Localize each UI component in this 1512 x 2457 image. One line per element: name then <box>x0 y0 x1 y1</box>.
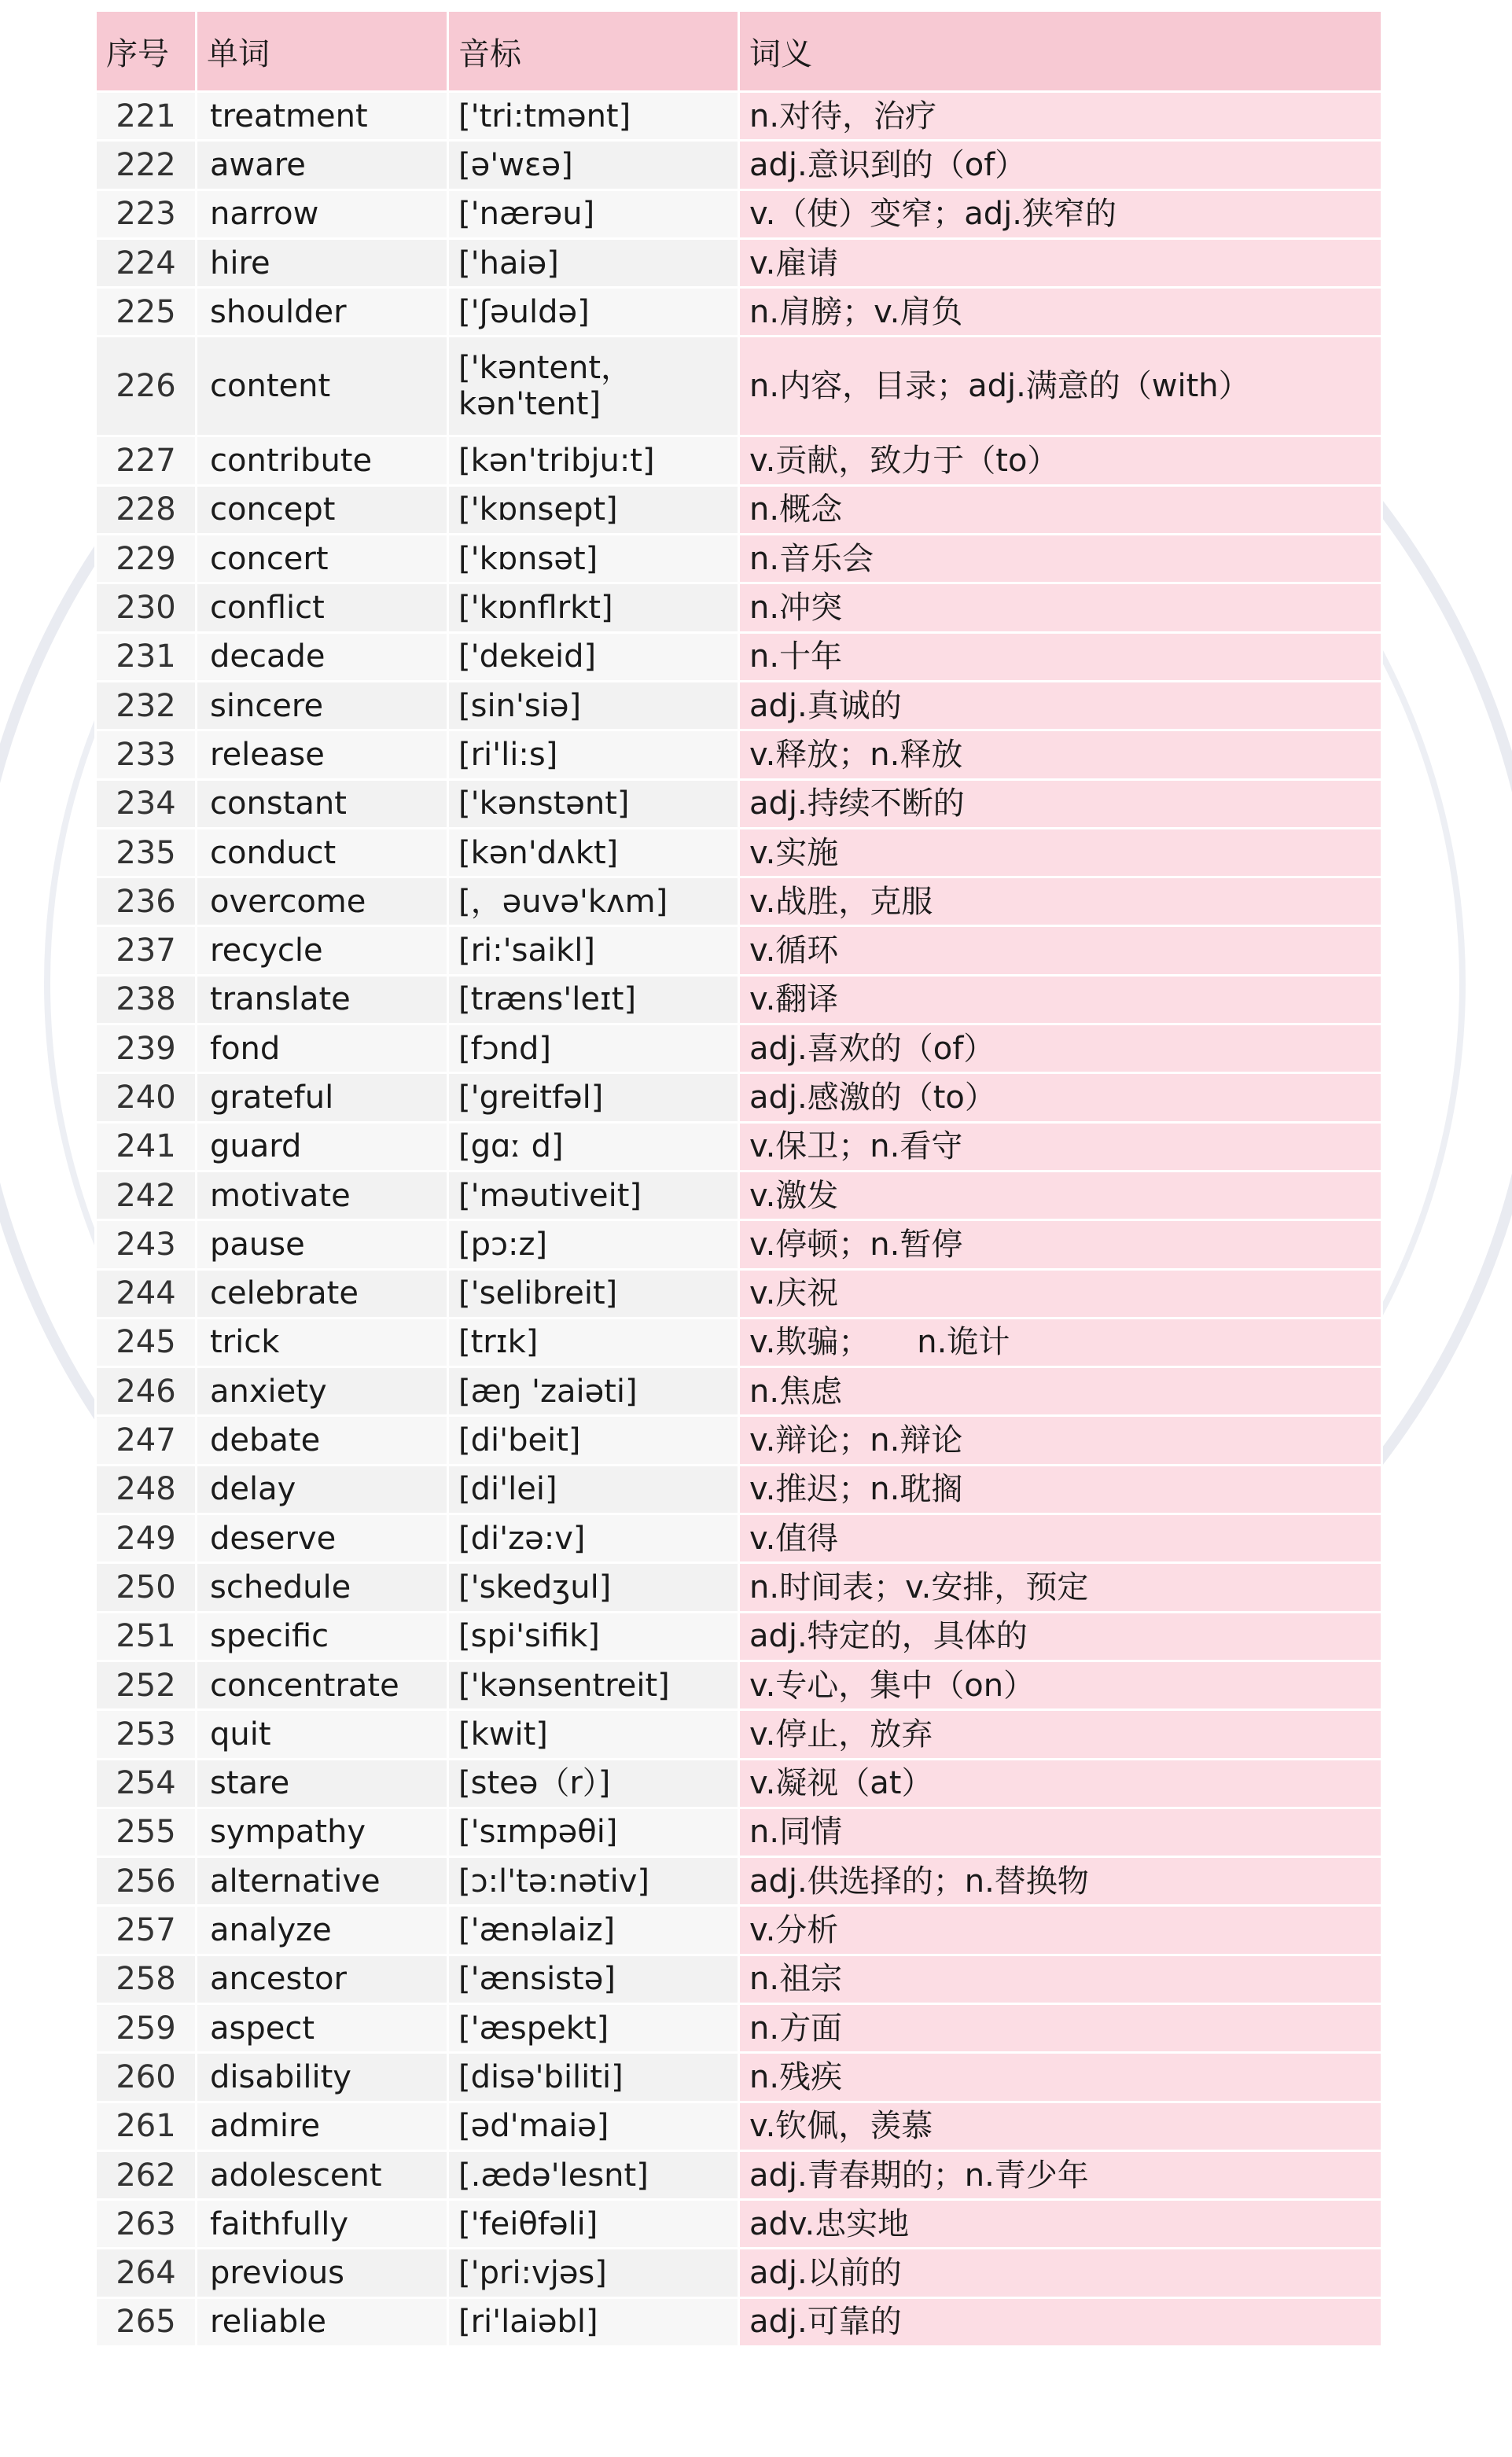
row-ipa: ['feiθfəli] <box>448 2200 739 2249</box>
row-ipa: [trɪk] <box>448 1318 739 1366</box>
row-word: constant <box>197 779 448 828</box>
row-ipa: ['kənsentreit] <box>448 1661 739 1709</box>
row-word: anxiety <box>197 1367 448 1416</box>
table-row <box>96 681 1382 730</box>
row-meaning: n.焦虑 <box>739 1367 1382 1416</box>
table-row <box>96 288 1382 337</box>
row-word: conflict <box>197 583 448 632</box>
table-row <box>96 535 1382 583</box>
row-word: narrow <box>197 189 448 238</box>
row-meaning: n.内容，目录；adj.满意的（with） <box>739 337 1382 436</box>
table-row <box>96 2249 1382 2297</box>
row-num: 248 <box>96 1465 197 1514</box>
row-word: reliable <box>197 2297 448 2346</box>
table-row <box>96 1759 1382 1808</box>
row-ipa: [kwit] <box>448 1710 739 1759</box>
row-meaning: n.对待，治疗 <box>739 92 1382 141</box>
table-header-row <box>96 11 1382 92</box>
table-row <box>96 1318 1382 1366</box>
row-ipa: [kən'dʌkt] <box>448 828 739 877</box>
table-row <box>96 1465 1382 1514</box>
row-word: conduct <box>197 828 448 877</box>
row-word: motivate <box>197 1171 448 1219</box>
row-num: 255 <box>96 1808 197 1856</box>
row-num: 223 <box>96 189 197 238</box>
row-num: 247 <box>96 1416 197 1465</box>
row-num: 261 <box>96 2102 197 2150</box>
row-meaning: n.时间表；v.安排，预定 <box>739 1563 1382 1612</box>
table-row <box>96 2003 1382 2052</box>
row-word: hire <box>197 238 448 287</box>
row-meaning: adj.以前的 <box>739 2249 1382 2297</box>
row-num: 226 <box>96 337 197 436</box>
table-row <box>96 975 1382 1024</box>
table-row <box>96 436 1382 485</box>
row-num: 225 <box>96 288 197 337</box>
row-num: 230 <box>96 583 197 632</box>
row-ipa: ['nærəu] <box>448 189 739 238</box>
row-ipa: [di'zə:v] <box>448 1514 739 1563</box>
row-meaning: adj.特定的，具体的 <box>739 1612 1382 1661</box>
row-word: disability <box>197 2053 448 2102</box>
row-meaning: v.保卫；n.看守 <box>739 1122 1382 1171</box>
row-word: guard <box>197 1122 448 1171</box>
row-word: analyze <box>197 1906 448 1955</box>
row-ipa: ['ænsistə] <box>448 1955 739 2003</box>
table-row <box>96 877 1382 926</box>
row-meaning: v.贡献，致力于（to） <box>739 436 1382 485</box>
row-ipa: [，əuvə'kʌm] <box>448 877 739 926</box>
row-ipa: ['greitfəl] <box>448 1073 739 1122</box>
row-ipa: ['ænəlaiz] <box>448 1906 739 1955</box>
table-row <box>96 2200 1382 2249</box>
row-meaning: adj.喜欢的（of） <box>739 1024 1382 1073</box>
row-meaning: v.钦佩，羡慕 <box>739 2102 1382 2150</box>
row-num: 251 <box>96 1612 197 1661</box>
row-ipa: ['pri:vjəs] <box>448 2249 739 2297</box>
row-ipa: [ri'li:s] <box>448 730 739 779</box>
row-ipa: ['kɒnsət] <box>448 535 739 583</box>
row-meaning: adj.青春期的；n.青少年 <box>739 2150 1382 2199</box>
row-word: specific <box>197 1612 448 1661</box>
header-meaning: 词义 <box>739 11 1382 92</box>
header-word: 单词 <box>197 11 448 92</box>
row-meaning: v.分析 <box>739 1906 1382 1955</box>
table-row <box>96 1661 1382 1709</box>
row-ipa: ['kɒnflrkt] <box>448 583 739 632</box>
row-word: treatment <box>197 92 448 141</box>
row-ipa: [kən'tribju:t] <box>448 436 739 485</box>
header-num: 序号 <box>96 11 197 92</box>
row-word: translate <box>197 975 448 1024</box>
row-word: adolescent <box>197 2150 448 2199</box>
row-ipa: [di'beit] <box>448 1416 739 1465</box>
row-num: 233 <box>96 730 197 779</box>
row-ipa: ['kənstənt] <box>448 779 739 828</box>
row-word: quit <box>197 1710 448 1759</box>
row-meaning: adv.忠实地 <box>739 2200 1382 2249</box>
row-ipa: ['kɒnsept] <box>448 485 739 534</box>
row-num: 256 <box>96 1857 197 1906</box>
row-word: delay <box>197 1465 448 1514</box>
row-ipa: ['æspekt] <box>448 2003 739 2052</box>
row-ipa: [pɔ:z] <box>448 1220 739 1269</box>
row-ipa: [ə'wɛə] <box>448 141 739 189</box>
row-ipa: ['ʃəuldə] <box>448 288 739 337</box>
table-row <box>96 632 1382 681</box>
row-num: 238 <box>96 975 197 1024</box>
row-word: recycle <box>197 926 448 975</box>
table-row <box>96 1024 1382 1073</box>
table-row <box>96 337 1382 436</box>
row-num: 253 <box>96 1710 197 1759</box>
table-row <box>96 485 1382 534</box>
row-meaning: n.音乐会 <box>739 535 1382 583</box>
table-row <box>96 926 1382 975</box>
row-meaning: v.辩论；n.辩论 <box>739 1416 1382 1465</box>
table-row <box>96 779 1382 828</box>
row-ipa: [ɔ:l'tə:nətiv] <box>448 1857 739 1906</box>
row-num: 254 <box>96 1759 197 1808</box>
row-word: sincere <box>197 681 448 730</box>
row-word: sympathy <box>197 1808 448 1856</box>
table-row <box>96 1171 1382 1219</box>
table-row <box>96 141 1382 189</box>
table-row <box>96 1073 1382 1122</box>
table-row <box>96 1906 1382 1955</box>
table-row <box>96 189 1382 238</box>
table-body <box>96 92 1382 2347</box>
row-ipa: ['kəntent，kən'tent] <box>448 337 739 436</box>
row-num: 243 <box>96 1220 197 1269</box>
row-ipa: [.ædə'lesnt] <box>448 2150 739 2199</box>
row-meaning: n.冲突 <box>739 583 1382 632</box>
row-num: 258 <box>96 1955 197 2003</box>
row-ipa: ['dekeid] <box>448 632 739 681</box>
row-num: 262 <box>96 2150 197 2199</box>
row-meaning: n.残疾 <box>739 2053 1382 2102</box>
row-num: 250 <box>96 1563 197 1612</box>
table-row <box>96 2150 1382 2199</box>
row-num: 252 <box>96 1661 197 1709</box>
table-row <box>96 1220 1382 1269</box>
row-num: 265 <box>96 2297 197 2346</box>
row-ipa: [æŋ 'zaiəti] <box>448 1367 739 1416</box>
header-ipa: 音标 <box>448 11 739 92</box>
row-meaning: adj.意识到的（of） <box>739 141 1382 189</box>
row-word: deserve <box>197 1514 448 1563</box>
row-word: decade <box>197 632 448 681</box>
row-num: 231 <box>96 632 197 681</box>
row-ipa: ['sɪmpəθi] <box>448 1808 739 1856</box>
row-meaning: n.同情 <box>739 1808 1382 1856</box>
row-word: admire <box>197 2102 448 2150</box>
row-meaning: adj.可靠的 <box>739 2297 1382 2346</box>
table-row <box>96 1269 1382 1318</box>
table-row <box>96 1612 1382 1661</box>
row-word: content <box>197 337 448 436</box>
row-ipa: [fɔnd] <box>448 1024 739 1073</box>
row-meaning: n.概念 <box>739 485 1382 534</box>
table-row <box>96 730 1382 779</box>
row-meaning: v.翻译 <box>739 975 1382 1024</box>
row-word: overcome <box>197 877 448 926</box>
row-ipa: [ri'laiəbl] <box>448 2297 739 2346</box>
row-num: 221 <box>96 92 197 141</box>
row-meaning: v.循环 <box>739 926 1382 975</box>
table-row <box>96 1416 1382 1465</box>
table-row <box>96 1563 1382 1612</box>
row-word: grateful <box>197 1073 448 1122</box>
table-row <box>96 1955 1382 2003</box>
table-row <box>96 2053 1382 2102</box>
row-meaning: v.凝视（at） <box>739 1759 1382 1808</box>
row-meaning: v.雇请 <box>739 238 1382 287</box>
table-row <box>96 1710 1382 1759</box>
row-ipa: [disə'biliti] <box>448 2053 739 2102</box>
table-row <box>96 1122 1382 1171</box>
row-word: release <box>197 730 448 779</box>
table-row <box>96 1367 1382 1416</box>
row-word: concert <box>197 535 448 583</box>
row-num: 228 <box>96 485 197 534</box>
row-num: 241 <box>96 1122 197 1171</box>
row-ipa: [di'lei] <box>448 1465 739 1514</box>
row-word: contribute <box>197 436 448 485</box>
row-ipa: ['selibreit] <box>448 1269 739 1318</box>
row-ipa: ['tri:tmənt] <box>448 92 739 141</box>
row-meaning: v.停止，放弃 <box>739 1710 1382 1759</box>
row-word: faithfully <box>197 2200 448 2249</box>
row-ipa: [spi'sifik] <box>448 1612 739 1661</box>
row-num: 264 <box>96 2249 197 2297</box>
row-meaning: n.十年 <box>739 632 1382 681</box>
row-word: concentrate <box>197 1661 448 1709</box>
row-num: 227 <box>96 436 197 485</box>
row-word: alternative <box>197 1857 448 1906</box>
row-num: 234 <box>96 779 197 828</box>
row-ipa: ['skedʒul] <box>448 1563 739 1612</box>
row-num: 239 <box>96 1024 197 1073</box>
row-meaning: v.专心，集中（on） <box>739 1661 1382 1709</box>
row-num: 246 <box>96 1367 197 1416</box>
row-meaning: v.推迟；n.耽搁 <box>739 1465 1382 1514</box>
row-num: 222 <box>96 141 197 189</box>
vocabulary-table <box>94 9 1383 2348</box>
row-meaning: v.停顿；n.暂停 <box>739 1220 1382 1269</box>
row-meaning: v.（使）变窄；adj.狭窄的 <box>739 189 1382 238</box>
row-meaning: adj.真诚的 <box>739 681 1382 730</box>
row-meaning: v.激发 <box>739 1171 1382 1219</box>
row-word: ancestor <box>197 1955 448 2003</box>
row-num: 249 <box>96 1514 197 1563</box>
row-num: 244 <box>96 1269 197 1318</box>
row-word: previous <box>197 2249 448 2297</box>
row-word: stare <box>197 1759 448 1808</box>
row-word: aspect <box>197 2003 448 2052</box>
row-meaning: v.庆祝 <box>739 1269 1382 1318</box>
row-num: 224 <box>96 238 197 287</box>
row-num: 260 <box>96 2053 197 2102</box>
row-num: 259 <box>96 2003 197 2052</box>
row-word: concept <box>197 485 448 534</box>
row-meaning: v.值得 <box>739 1514 1382 1563</box>
row-num: 263 <box>96 2200 197 2249</box>
row-num: 242 <box>96 1171 197 1219</box>
table-row <box>96 1857 1382 1906</box>
row-num: 229 <box>96 535 197 583</box>
row-ipa: [ri:'saikl] <box>448 926 739 975</box>
row-meaning: n.肩膀；v.肩负 <box>739 288 1382 337</box>
row-num: 240 <box>96 1073 197 1122</box>
row-word: trick <box>197 1318 448 1366</box>
row-word: debate <box>197 1416 448 1465</box>
table-row <box>96 828 1382 877</box>
row-num: 245 <box>96 1318 197 1366</box>
row-num: 257 <box>96 1906 197 1955</box>
row-word: aware <box>197 141 448 189</box>
row-ipa: [əd'maiə] <box>448 2102 739 2150</box>
table-row <box>96 2297 1382 2346</box>
row-num: 232 <box>96 681 197 730</box>
table-row <box>96 2102 1382 2150</box>
row-meaning: v.释放；n.释放 <box>739 730 1382 779</box>
row-word: schedule <box>197 1563 448 1612</box>
row-meaning: v.欺骗； n.诡计 <box>739 1318 1382 1366</box>
table-row <box>96 1808 1382 1856</box>
table-row <box>96 583 1382 632</box>
row-word: fond <box>197 1024 448 1073</box>
row-ipa: [sin'siə] <box>448 681 739 730</box>
table-row <box>96 92 1382 141</box>
row-ipa: [træns'leɪt] <box>448 975 739 1024</box>
row-ipa: [steə（r）] <box>448 1759 739 1808</box>
row-num: 235 <box>96 828 197 877</box>
row-meaning: adj.供选择的；n.替换物 <box>739 1857 1382 1906</box>
row-meaning: v.实施 <box>739 828 1382 877</box>
row-word: pause <box>197 1220 448 1269</box>
row-meaning: adj.持续不断的 <box>739 779 1382 828</box>
row-meaning: adj.感激的（to） <box>739 1073 1382 1122</box>
row-ipa: ['məutiveit] <box>448 1171 739 1219</box>
row-meaning: n.方面 <box>739 2003 1382 2052</box>
row-word: celebrate <box>197 1269 448 1318</box>
row-num: 236 <box>96 877 197 926</box>
row-ipa: ['haiə] <box>448 238 739 287</box>
table-row <box>96 238 1382 287</box>
table-row <box>96 1514 1382 1563</box>
row-ipa: [gɑː d] <box>448 1122 739 1171</box>
row-meaning: v.战胜，克服 <box>739 877 1382 926</box>
row-num: 237 <box>96 926 197 975</box>
row-meaning: n.祖宗 <box>739 1955 1382 2003</box>
row-word: shoulder <box>197 288 448 337</box>
